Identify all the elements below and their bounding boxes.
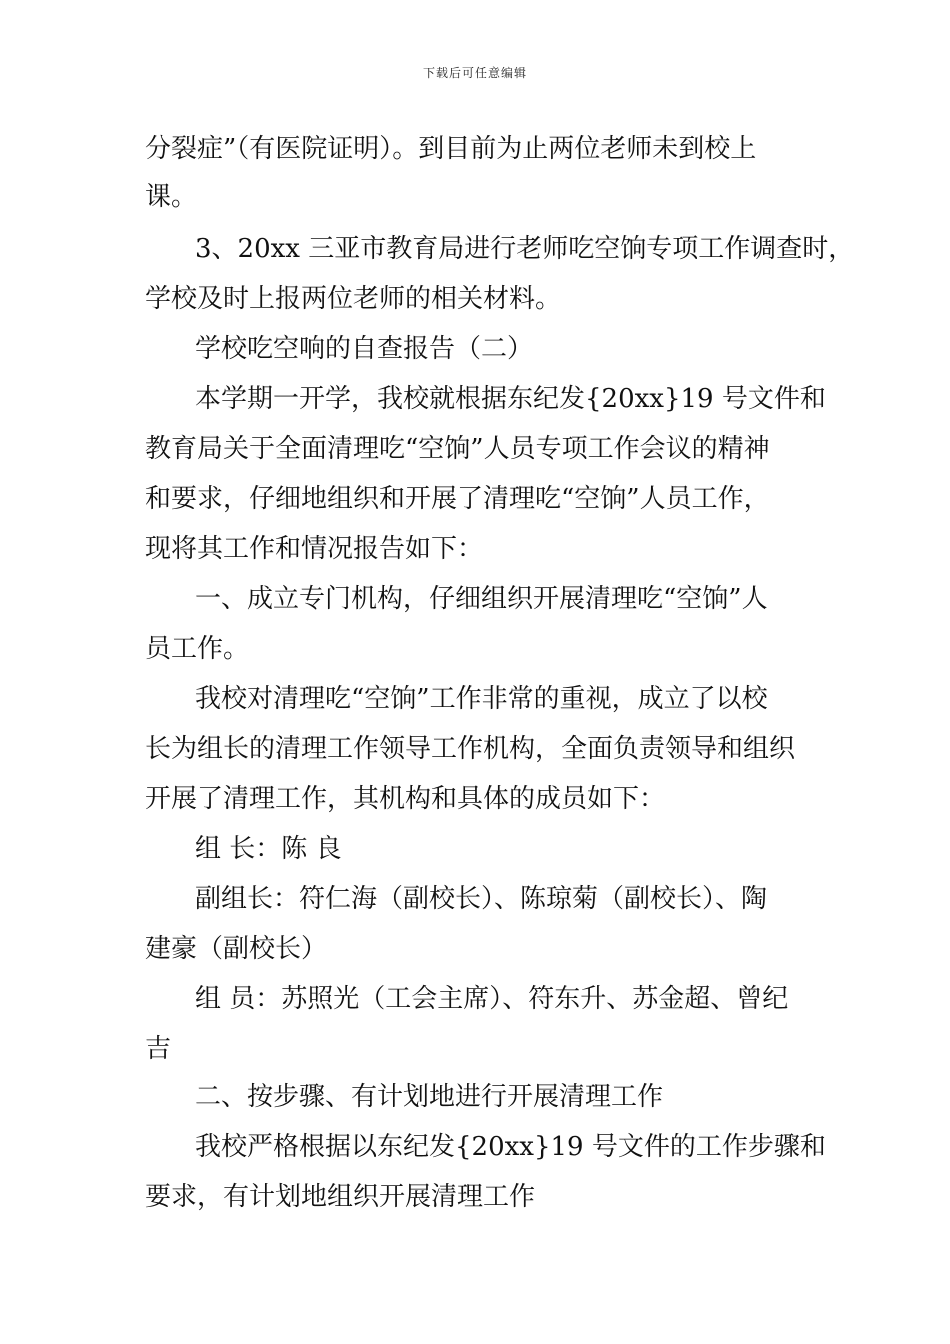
text-line: 我校严格根据以东纪发{20xx}19 号文件的工作步骤和 <box>195 1132 826 1162</box>
text-line: 开展了清理工作，其机构和具体的成员如下： <box>145 784 666 814</box>
text-line: 长为组长的清理工作领导工作机构，全面负责领导和组织 <box>145 734 796 764</box>
text-line: 课。 <box>145 182 198 212</box>
text-line: 教育局关于全面清理吃“空饷”人员专项工作会议的精神 <box>145 434 770 464</box>
text-line: 和要求，仔细地组织和开展了清理吃“空饷”人员工作， <box>145 484 770 514</box>
member-line: 组 长：陈 良 <box>195 834 342 864</box>
member-line: 建豪（副校长） <box>145 934 328 964</box>
text-line: 现将其工作和情况报告如下： <box>145 534 484 564</box>
section-title: 学校吃空响的自查报告（二） <box>195 334 534 364</box>
heading-line: 二、按步骤、有计划地进行开展清理工作 <box>195 1082 664 1112</box>
text-line: 我校对清理吃“空饷”工作非常的重视，成立了以校 <box>195 684 768 714</box>
text-line: 3、20xx 三亚市教育局进行老师吃空饷专项工作调查时， <box>195 234 855 264</box>
header-note: 下载后可任意编辑 <box>422 66 527 80</box>
text-line: 分裂症”（有医院证明）。到目前为止两位老师未到校上 <box>145 134 757 164</box>
member-line: 吉 <box>145 1034 172 1064</box>
heading-line: 一、成立专门机构，仔细组织开展清理吃“空饷”人 <box>195 584 768 614</box>
text-line: 要求，有计划地组织开展清理工作 <box>145 1182 536 1212</box>
text-line: 本学期一开学，我校就根据东纪发{20xx}19 号文件和 <box>195 384 826 414</box>
text-line: 员工作。 <box>145 634 250 664</box>
member-line: 副组长：符仁海（副校长）、陈琼菊（副校长）、陶 <box>195 884 768 914</box>
text-line: 学校及时上报两位老师的相关材料。 <box>145 284 562 314</box>
member-line: 组 员：苏照光（工会主席）、符东升、苏金超、曾纪 <box>195 984 789 1014</box>
